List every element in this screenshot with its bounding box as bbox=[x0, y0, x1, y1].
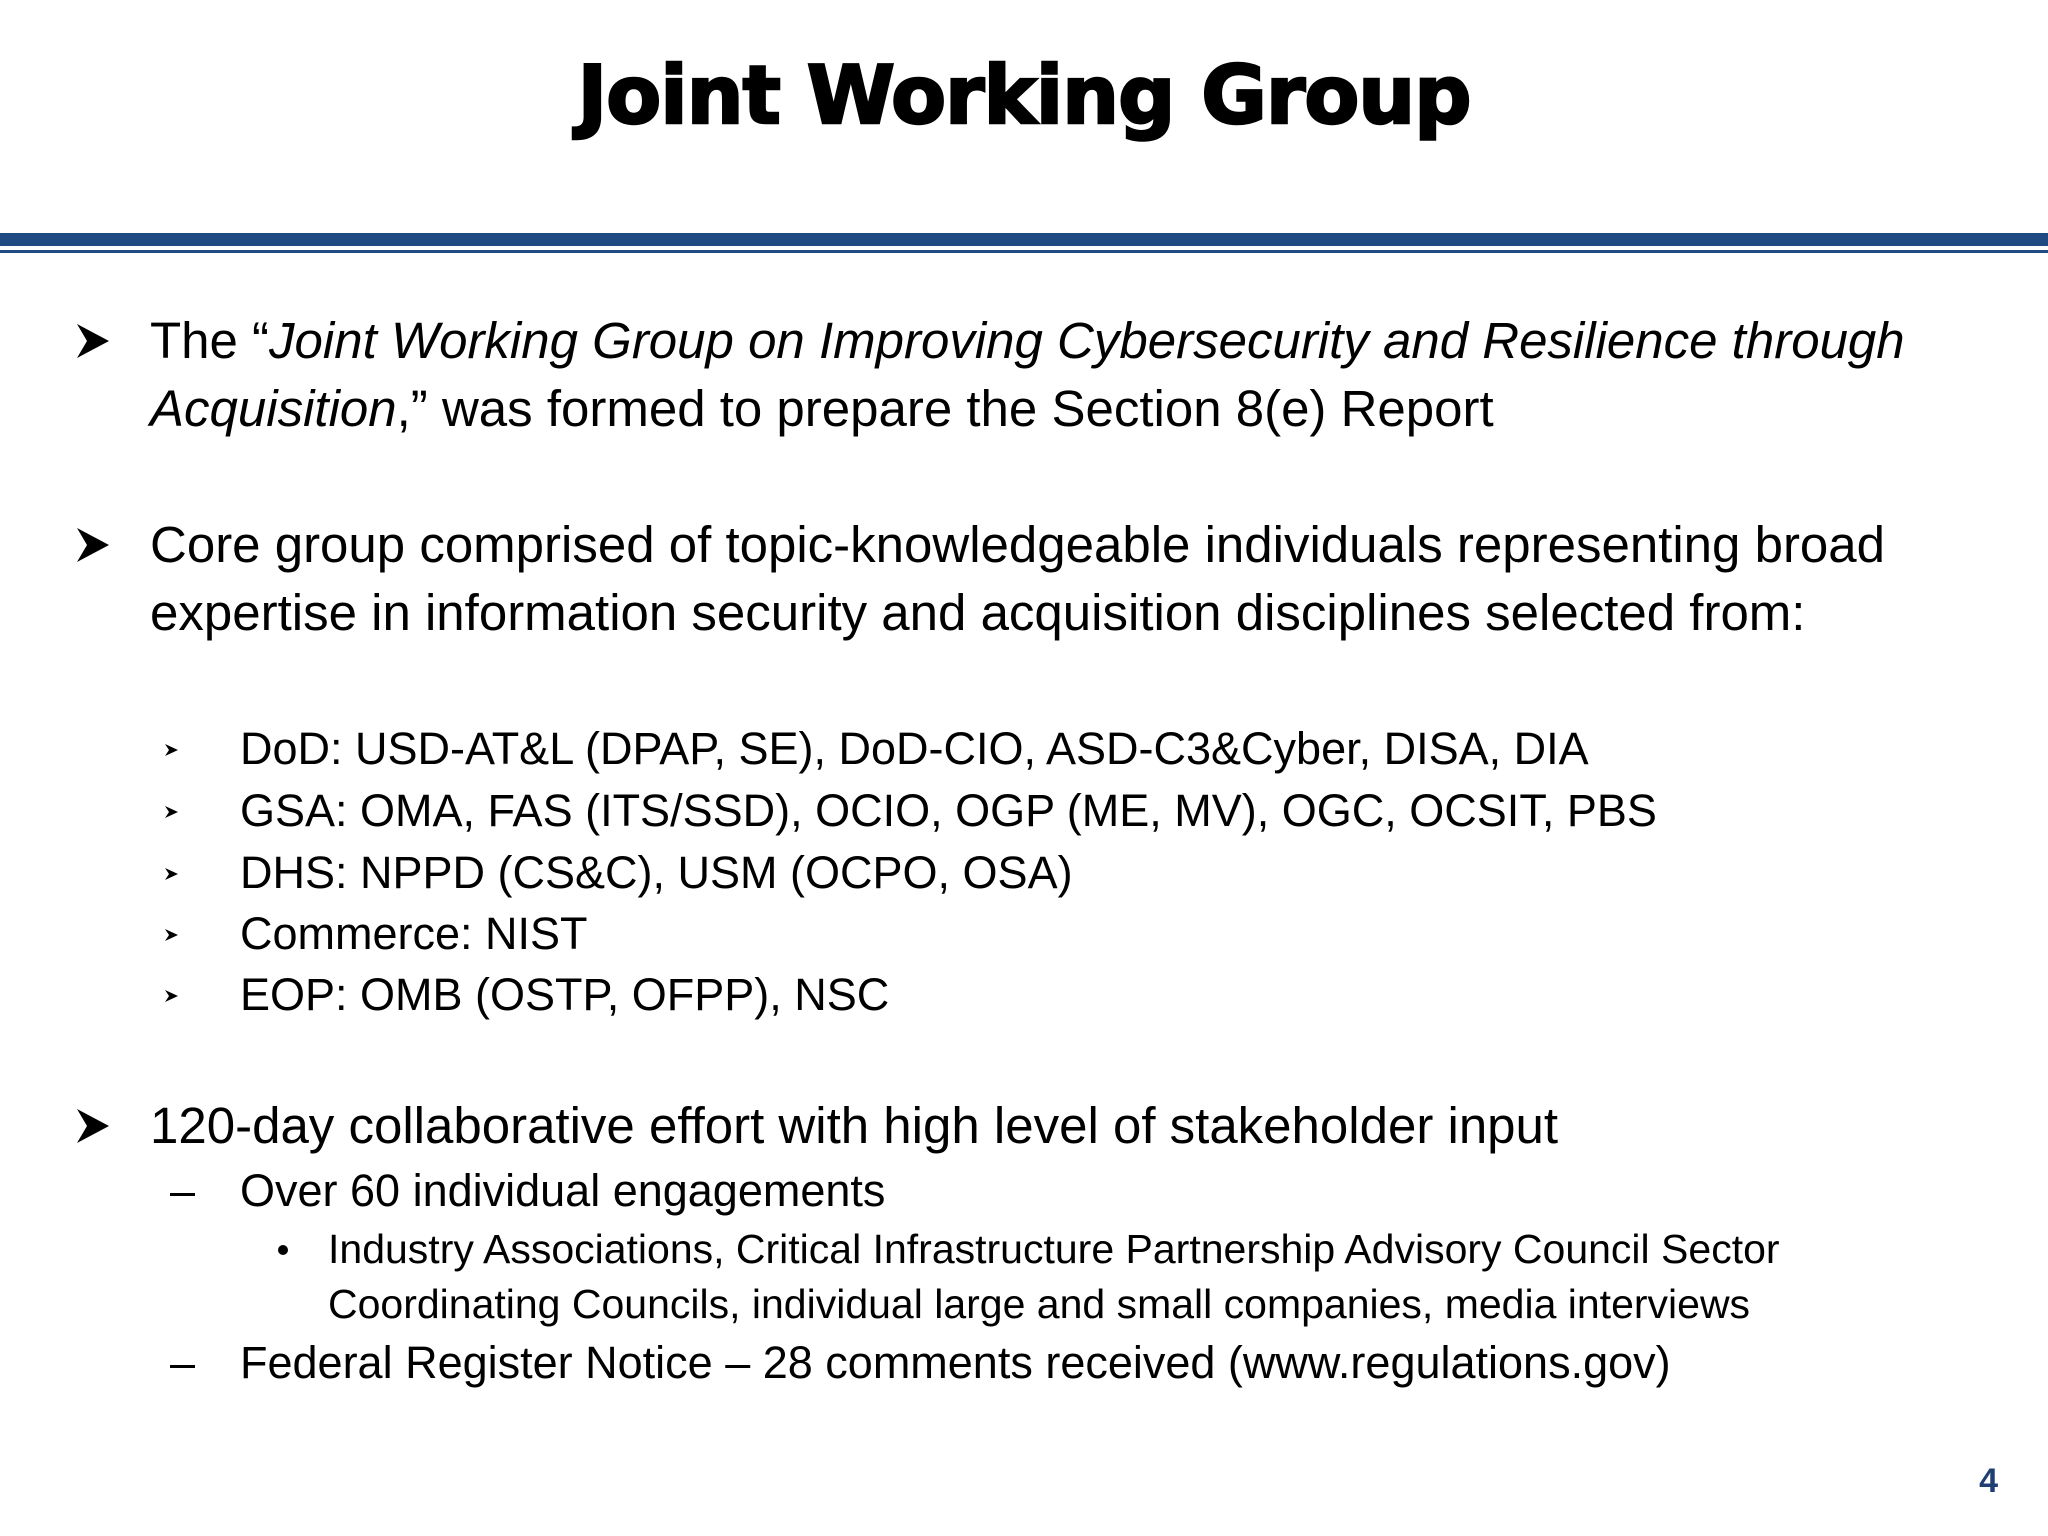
sub-item-text: Federal Register Notice – 28 comments received (www.regulations.gov) bbox=[240, 1337, 1671, 1388]
dash-marker: – bbox=[170, 1337, 196, 1388]
small-arrowhead-icon bbox=[163, 987, 181, 1005]
bullet-2: Core group comprised of topic-knowledgeable individuals representing broad expertise in information security and acquisition disciplines selected from: bbox=[150, 516, 1886, 641]
small-arrowhead-icon bbox=[163, 865, 181, 883]
sub-item-dhs bbox=[0, 842, 2048, 904]
slide-title: Joint Working Group bbox=[577, 49, 1471, 142]
sub-item-gsa bbox=[0, 780, 2048, 842]
bullet-1-prefix: The “ bbox=[150, 312, 270, 369]
sub-item-commerce bbox=[0, 903, 2048, 965]
small-arrowhead-icon bbox=[163, 803, 181, 821]
sub-item-text: DHS: NPPD (CS&C), USM (OCPO, OSA) bbox=[240, 847, 1073, 898]
sub-item-text: Commerce: NIST bbox=[240, 908, 588, 959]
arrowhead-icon bbox=[75, 511, 115, 579]
sub-item-dod bbox=[0, 718, 2048, 780]
arrowhead-icon bbox=[75, 307, 115, 375]
small-arrowhead-icon bbox=[163, 741, 181, 759]
page-number: 4 bbox=[1979, 1462, 1998, 1500]
dot-icon bbox=[278, 1245, 288, 1255]
bullet-3: 120-day collaborative effort with high level of stakeholder input bbox=[150, 1097, 1559, 1154]
bullet-1-suffix: ,” was formed to prepare the Section 8(e) Report bbox=[396, 380, 1494, 437]
sub-item-engagements bbox=[0, 1160, 2048, 1222]
dash-marker: – bbox=[170, 1165, 196, 1216]
bullet-1 bbox=[150, 307, 2010, 443]
bullet-1-italic: Joint Working Group on Improving Cybersecurity and Resilience through Acquisition bbox=[150, 312, 1905, 437]
sub-item-text: EOP: OMB (OSTP, OFPP), NSC bbox=[240, 969, 890, 1020]
arrowhead-icon bbox=[75, 1092, 115, 1160]
sub-item-federal-register bbox=[0, 1332, 2048, 1394]
header-rule-thin bbox=[0, 250, 2048, 253]
sub-item-text: DoD: USD-AT&L (DPAP, SE), DoD-CIO, ASD-C3&Cyber, DISA, DIA bbox=[240, 723, 1589, 774]
sub-item-text: Over 60 individual engagements bbox=[240, 1165, 886, 1216]
small-arrowhead-icon bbox=[163, 926, 181, 944]
detail-item: Industry Associations, Critical Infrastructure Partnership Advisory Council Sector Coordinating Councils, individual large and small companies, media interviews bbox=[328, 1226, 1780, 1327]
header-rule-thick bbox=[0, 233, 2048, 246]
sub-item-text: GSA: OMA, FAS (ITS/SSD), OCIO, OGP (ME, MV), OGC, OCSIT, PBS bbox=[240, 785, 1657, 836]
sub-item-eop bbox=[0, 964, 2048, 1026]
